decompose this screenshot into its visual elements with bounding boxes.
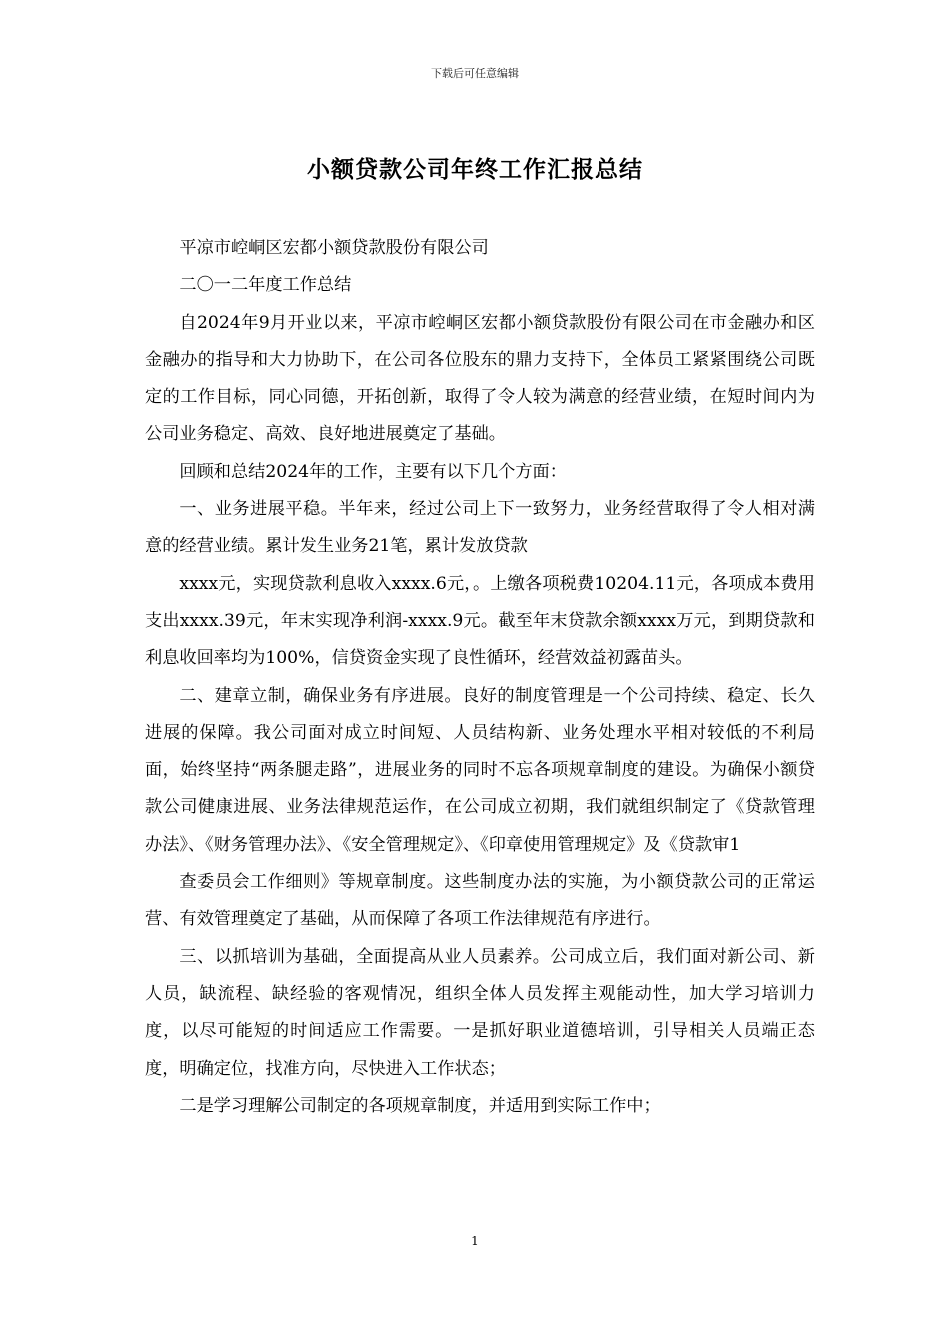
paragraph-section-two: 二、建章立制，确保业务有序进展。良好的制度管理是一个公司持续、稳定、长久进展的保障。我公司面对成立时间短、人员结构新、业务处理水平相对较低的不利局面，始终坚持“两条腿走路”，进展业务的同时不忘各项规章制度的建设。为确保小额贷款公司健康进展、业务法律规范运作，在公司成立初期，我们就组织制定了《贷款管理办法》、《财务管理办法》、《安全管理规定》、《印章使用管理规定》及《贷款审1 [145, 685, 815, 855]
paragraph-report-subtitle: 二〇一二年度工作总结 [179, 275, 352, 296]
paragraph-company-name: 平凉市崆峒区宏都小额贷款股份有限公司 [179, 238, 489, 258]
paragraph-section-one: 一、业务进展平稳。半年来，经过公司上下一致努力，业务经营取得了令人相对满意的经营业绩。累计发生业务21笔，累计发放贷款 [145, 499, 815, 557]
paragraph-section-three-point-two: 二是学习理解公司制定的各项规章制度，并适用到实际工作中； [179, 1095, 661, 1116]
paragraph-section-one-figures: xxxx元，实现贷款利息收入xxxx.6元，。上缴各项税费10204.11元，各项成本费用支出xxxx.39元，年末实现净利润-xxxx.9元。截至年末贷款余额xxxx万元，到期贷款和利息收回率均为100%，信贷资金实现了良性循环，经营效益初露苗头。 [145, 573, 815, 669]
document-title: 小额贷款公司年终工作汇报总结 [307, 157, 643, 183]
header-note: 下载后可任意编辑 [431, 67, 519, 80]
document-body [145, 230, 815, 1125]
page-number: 1 [471, 1234, 479, 1248]
paragraph-section-three: 三、以抓培训为基础，全面提高从业人员素养。公司成立后，我们面对新公司、新人员，缺流程、缺经验的客观情况，组织全体人员发挥主观能动性，加大学习培训力度，以尽可能短的时间适应工作需要。一是抓好职业道德培训，引导相关人员端正态度，明确定位，找准方向，尽快进入工作状态； [145, 946, 815, 1079]
paragraph-introduction: 自2024年9月开业以来，平凉市崆峒区宏都小额贷款股份有限公司在市金融办和区金融办的指导和大力协助下，在公司各位股东的鼎力支持下，全体员工紧紧围绕公司既定的工作目标，同心同德，开拓创新，取得了令人较为满意的经营业绩，在短时间内为公司业务稳定、高效、良好地进展奠定了基础。 [145, 312, 815, 445]
paragraph-review-overview: 回顾和总结2024年的工作，主要有以下几个方面： [179, 461, 567, 482]
paragraph-section-two-continued: 查委员会工作细则》等规章制度。这些制度办法的实施，为小额贷款公司的正常运营、有效管理奠定了基础，从而保障了各项工作法律规范有序进行。 [145, 872, 815, 930]
